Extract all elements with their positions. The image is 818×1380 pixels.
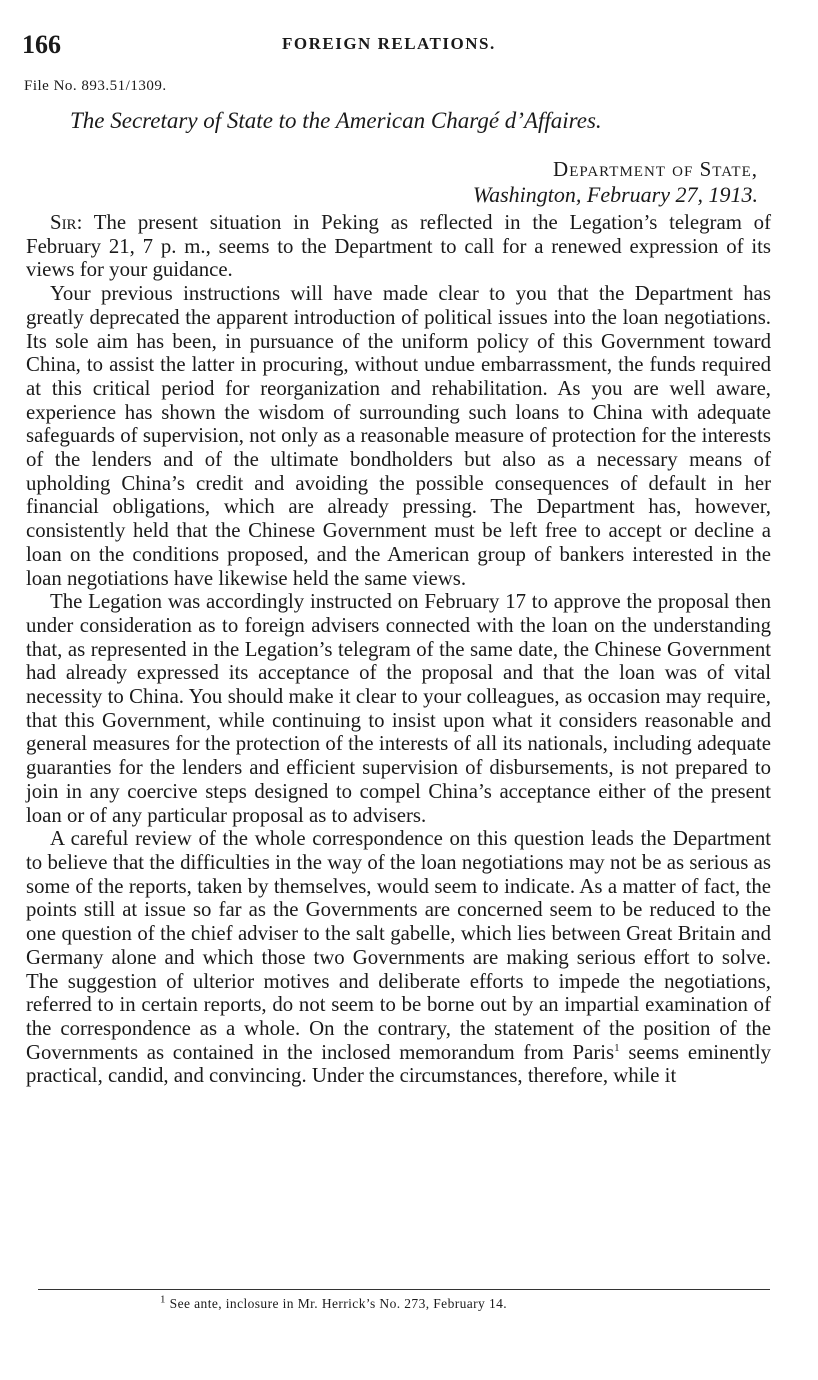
page-header (22, 30, 798, 64)
dateline (473, 156, 758, 208)
footnote-divider (38, 1289, 770, 1290)
paragraph-1 (26, 211, 771, 282)
paragraph-1-text: : The present situation in Peking as reflected in the Legation’s telegram of February 21, 7 p. m., seems to the Department to call for a renewed expression of its views for your guidance. (26, 211, 771, 282)
paragraph-4 (26, 827, 771, 1088)
footnote-text: See ante, inclosure in Mr. Herrick’s No. 273, February 14. (165, 1296, 508, 1311)
department-name: Department of State, (553, 157, 758, 181)
place-date: Washington, February 27, 1913. (472, 182, 758, 207)
paragraph-4-text-b: seems eminently practical, candid, and convincing. Under the circumstances, therefore, while it (26, 1040, 772, 1088)
footnote-reference: 1 (614, 1041, 620, 1054)
document-title: The Secretary of State to the American Chargé d’Affaires. (70, 108, 602, 133)
paragraph-3: The Legation was accordingly instructed on February 17 to approve the proposal then under consideration as to foreign advisers connected with the loan on the understanding that, as represented in the Legation’s telegram of the same date, the Chinese Government had already expressed its acceptance of the proposal and that the loan was of vital necessity to China. You should make it clear to your colleagues, as occasion may require, that this Government, while continuing to insist upon what it considers reasonable and general measures for the protection of the interests of all its nationals, including adequate guaranties for the lenders and efficient supervision of disbursements, is not prepared to join in any coercive steps designed to compel China’s acceptance either of the present loan or of any particular proposal as to advisers. (26, 590, 771, 827)
paragraph-2: Your previous instructions will have made clear to you that the Department has greatly deprecated the apparent introduction of political issues into the loan negotiations. Its sole aim has been, in pursuance of the uniform policy of this Government toward China, to assist the latter in procuring, without undue embarrassment, the funds required at this critical period for reorganization and rehabilitation. As you are well aware, experience has shown the wisdom of surrounding such loans to China with adequate safeguards of supervision, not only as a reasonable measure of protection for the interests of the lenders and of the ultimate bondholders but also as a necessary means of upholding China’s credit and avoiding the possible consequences of default in her financial obligations, which are already pressing. The Department has, however, consistently held that the Chinese Government must be left free to accept or decline a loan on the conditions proposed, and the American group of bankers interested in the loan negotiations have likewise held the same views. (26, 282, 771, 590)
footnote (160, 1293, 508, 1312)
paragraph-4-text-a: A careful review of the whole correspondence on this question leads the Department to believe that the difficulties in the way of the loan negotiations may not be as serious as some of the reports, taken by themselves, would seem to indicate. As a matter of fact, the points still at issue so far as the Governments are concerned seem to be reduced to the one question of the chief adviser to the salt gabelle, which lies between Great Britain and Germany alone and which those two Governments are making serious effort to solve. The suggestion of ulterior motives and deliberate efforts to impede the negotiations, referred to in certain reports, do not seem to be borne out by an impartial examination of the correspondence as a whole. On the contrary, the statement of the position of the Governments as contained in the inclosed memorandum from Paris (26, 827, 771, 1064)
running-head: FOREIGN RELATIONS. (282, 34, 496, 53)
page-number: 166 (22, 30, 61, 59)
letter-body (26, 211, 771, 1088)
file-number: File No. 893.51/1309. (24, 78, 167, 94)
salutation: Sir (50, 211, 77, 234)
footnote-marker: 1 (160, 1293, 166, 1306)
